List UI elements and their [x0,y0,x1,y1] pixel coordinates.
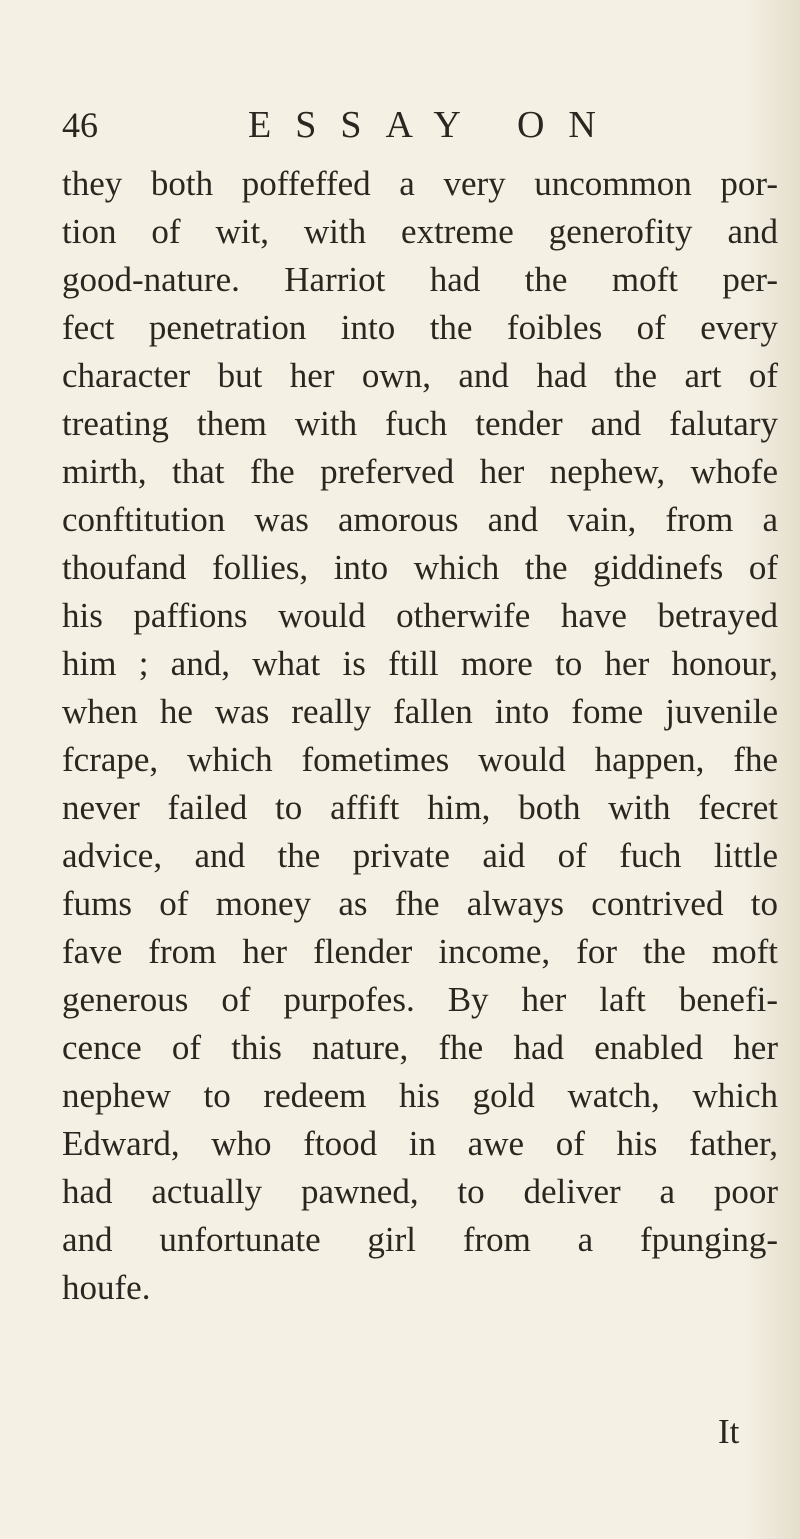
text-line: conftitution was amorous and vain, from a [62,500,778,539]
catchword: It [718,1412,740,1451]
text-line: they both poffeffed a very uncommon por- [62,164,778,203]
page-number: 46 [62,105,98,145]
text-line: treating them with fuch tender and falutary [62,404,778,443]
text-line: character but her own, and had the art of [62,356,778,395]
text-line: cence of this nature, fhe had enabled her [62,1028,778,1067]
body-text [62,160,778,1312]
text-line: Edward, who ftood in awe of his father, [62,1124,778,1163]
text-line: had actually pawned, to deliver a poor [62,1172,778,1211]
text-line: advice, and the private aid of fuch little [62,836,778,875]
text-line: thoufand follies, into which the giddinefs of [62,548,778,587]
text-line: nephew to redeem his gold watch, which [62,1076,778,1115]
text-line: good-nature. Harriot had the moft per- [62,260,778,299]
text-line: fect penetration into the foibles of every [62,308,778,347]
text-line: his paffions would otherwife have betrayed [62,596,778,635]
text-line: fums of money as fhe always contrived to [62,884,778,923]
text-line: fcrape, which fometimes would happen, fhe [62,740,778,779]
text-line: tion of wit, with extreme generofity and [62,212,778,251]
text-line: generous of purpofes. By her laft benefi- [62,980,778,1019]
text-line: never failed to affift him, both with fecret [62,788,778,827]
text-line: mirth, that fhe preferved her nephew, whofe [62,452,778,491]
text-line: when he was really fallen into fome juvenile [62,692,778,731]
running-head [62,100,762,150]
text-line: fave from her flender income, for the moft [62,932,778,971]
text-line: houfe. [62,1268,151,1307]
text-line: him ; and, what is ftill more to her honour, [62,644,778,683]
running-title: ESSAY ON [248,104,620,146]
text-line: and unfortunate girl from a fpunging- [62,1220,778,1259]
